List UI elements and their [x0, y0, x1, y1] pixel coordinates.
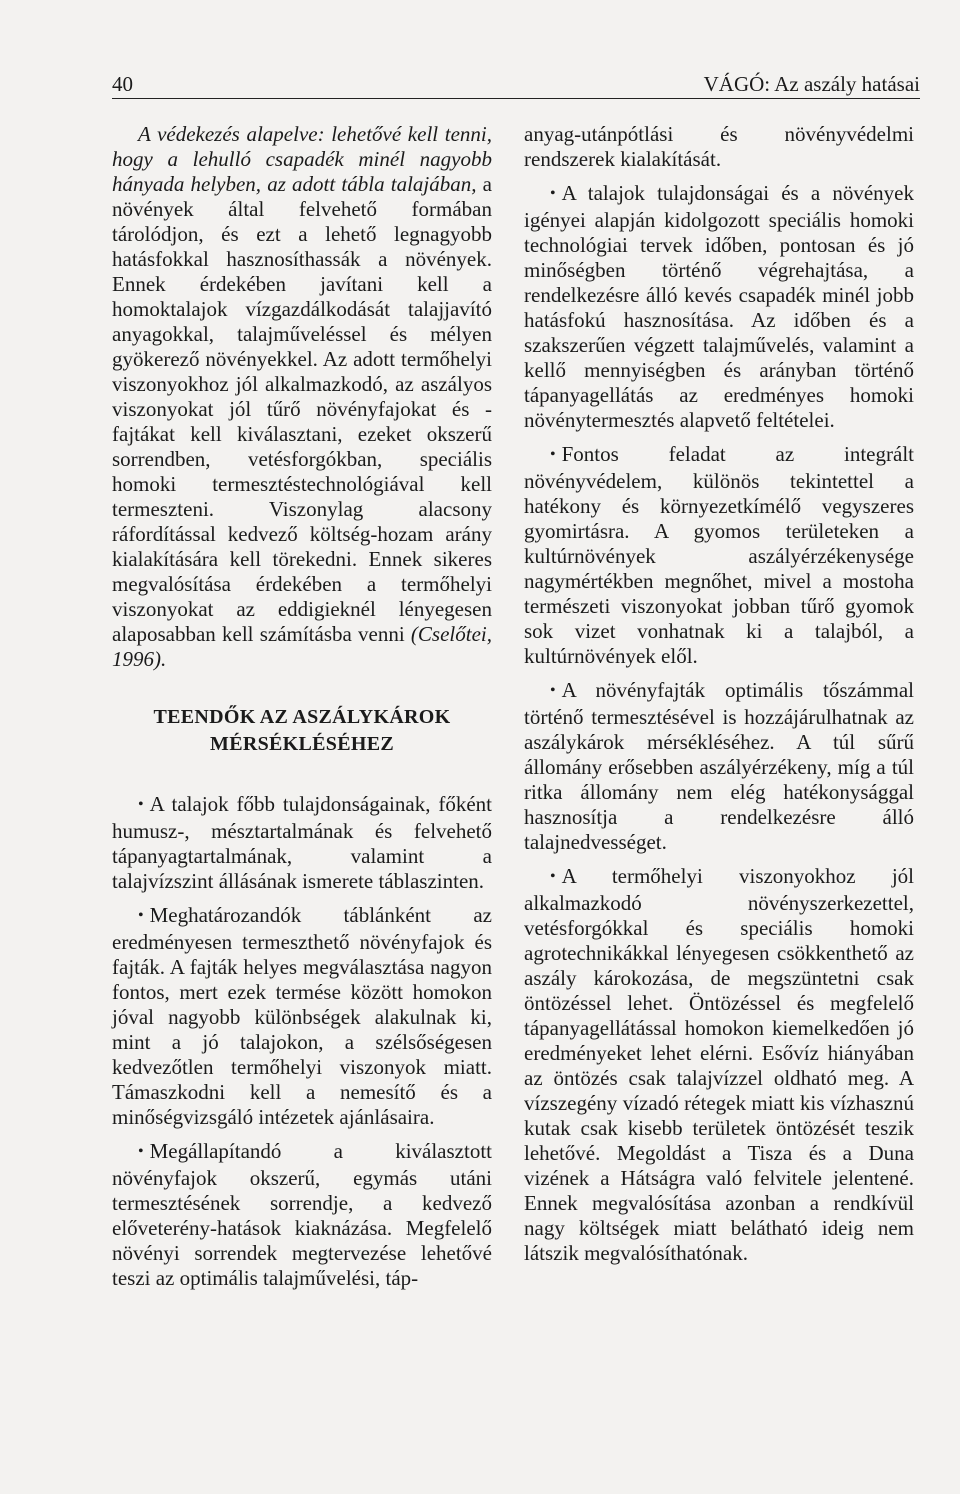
list-item: • A termőhelyi viszonyokhoz jól alkalmazkodó növényszerkezettel, vetésforgókkal és speciális homoki agrotechnikákkal lényegesen csökkenthető az aszály károkozása, de megszüntetni csak öntözéssel lehet. Öntözéssel és megfelelő tápanyagellátással homokon kiemelkedően jó eredményeket lehet elérni. Esővíz hiányában az öntözés csak talajvízzel oldható meg. A vízszegény vízadó rétegek miatt kis vízhasznú kutak csak kisebb területek öntözését teszik lehetővé. Megoldást a Tisza és a Duna vizének a Hátságra való felvitele jelentené. Ennek megvalósítása azonban a rendkívül nagy költségek miatt belátható ideig nem látszik megvalósíthatónak. — [524, 864, 914, 1266]
continuation-text: anyag-utánpótlási és növényvédelmi rendszerek kialakítását. — [524, 122, 914, 171]
intro-text: a növények által felvehető formában tárolódjon, és ezt a lehető legnagyobb hatásfokkal hasznosíthassák a növények. Ennek érdekében javítani kell a homoktalajok vízgazdálkodását talajjavító anyagokkal, talajműveléssel és mélyen gyökerező növényekkel. Az adott termőhelyi viszonyokhoz jól alkalmazkodó, az aszályos viszonyokat jól tűrő növényfajokat és -fajtákat kell kiválasztani, ezeket okszerű sorrendben, vetésforgókban, speciális homoki termesztéstechnológiával kell termeszteni. Viszonylag alacsony ráfordítással kedvező költség-hozam arány kialakítására kell törekedni. Ennek sikeres megvalósítása érdekében a termőhelyi viszonyokat az eddigieknél lényegesen alaposabban kell számításba venni — [112, 172, 492, 646]
page-number: 40 — [112, 72, 133, 96]
list-item: • A növényfajták optimális tőszámmal történő termesztésével is hozzájárulhatnak az aszálykárok mérsékléséhez. A túl sűrű állomány erősebben aszályérzékeny, míg a túl ritka állomány nem elég hatékonysággal hasznosítja a rendelkezésre álló talajnedvességet. — [524, 678, 914, 855]
list-item: • Meghatározandók táblánként az eredményesen termeszthető növényfajok és fajták. A fajták helyes megválasztása nagyon fontos, mert ezek termése között homokon jóval nagyobb különbségek alakulnak ki, mint a jó talajokon, a szélsőségesen kedvezőtlen termőhelyi viszonyok miatt. Támaszkodni kell a nemesítő és a minőségvizsgáló intézetek ajánlásaira. — [112, 903, 492, 1130]
left-column — [112, 122, 492, 1291]
list-item: • Fontos feladat az integrált növényvédelem, különös tekintettel a hatékony és környezetkímélő vegyszeres gyomirtásra. A gyomos területeken a kultúrnövények aszályérzékenysége nagymértékben megnőhet, mivel a mostoha természeti viszonyokat jobban tűrő gyomok sok vizet vonhatnak ki a talajból, a kultúrnövények elől. — [524, 442, 914, 669]
intro-italic-text: A védekezés alapelve: lehetővé kell tenni, hogy a lehulló csapadék minél nagyobb hányada helyben, az adott tábla talajában, — [112, 122, 492, 196]
intro-paragraph — [112, 122, 492, 672]
page-header — [112, 72, 920, 99]
list-item: • Megállapítandó a kiválasztott növényfajok okszerű, egymás utáni termesztésének sorrendje, a kedvező előveterény-hatások kiaknázása. Megfelelő növényi sorrendek megtervezése lehetővé teszi az optimális talajművelési, táp- — [112, 1139, 492, 1291]
list-item: • A talajok tulajdonságai és a növények igényei alapján kidolgozott speciális homoki technológiai tervek időben, pontosan és jó minőségben történő végrehajtása, a rendelkezésre álló kevés csapadék minél jobb hatásfokú hasznosítása. Az időben és a szakszerűen végzett talajművelés, valamint a kellő mennyiségben és arányban történő tápanyagellátás az eredményes homoki növénytermesztés alapvető feltételei. — [524, 181, 914, 433]
section-heading — [112, 704, 492, 758]
right-column — [524, 122, 914, 1266]
section-heading-line2: MÉRSÉKLÉSÉHEZ — [210, 733, 394, 755]
list-item: • A talajok főbb tulajdonságainak, főként humusz-, mésztartalmának és felvehető tápanyagtartalmának, valamint a talajvízszint állásának ismerete táblaszinten. — [112, 792, 492, 894]
running-head: VÁGÓ: Az aszály hatásai — [703, 72, 920, 96]
section-heading-line1: TEENDŐK AZ ASZÁLYKÁROK — [153, 706, 451, 728]
citation: (Cselőtei, 1996). — [112, 622, 492, 671]
